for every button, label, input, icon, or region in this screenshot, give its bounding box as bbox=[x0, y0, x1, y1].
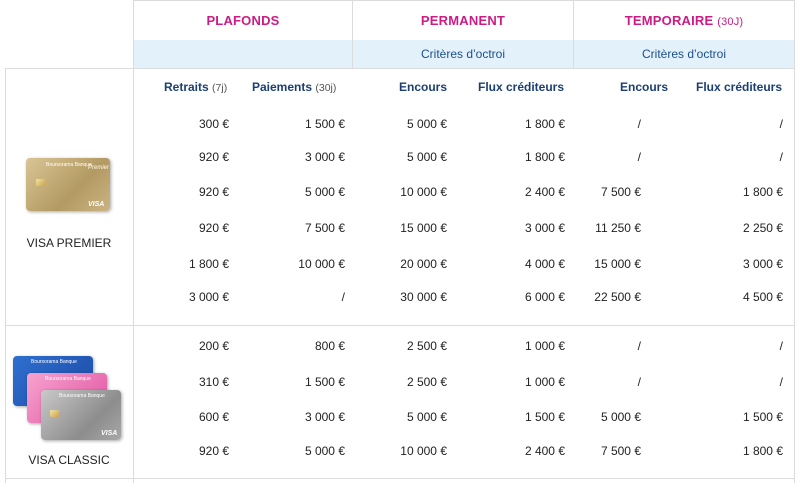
temporaire-flux-cell: 3 000 € bbox=[742, 257, 783, 271]
permanent-encours-cell: 5 000 € bbox=[406, 150, 447, 164]
permanent-flux-column-header: Flux créditeurs bbox=[478, 80, 565, 94]
card-tier-text: Premier bbox=[88, 165, 110, 171]
plafonds-title: PLAFONDS bbox=[206, 13, 280, 28]
temporaire-flux-cell: / bbox=[779, 150, 783, 164]
retraits-cell: 310 € bbox=[198, 375, 229, 389]
temporaire-encours-cell: 5 000 € bbox=[600, 410, 641, 424]
temporaire-encours-cell: 22 500 € bbox=[594, 290, 641, 304]
temporaire-encours-cell: / bbox=[637, 150, 641, 164]
card-brand-text: Boursorama Banque bbox=[59, 393, 105, 399]
permanent-encours-cell: 15 000 € bbox=[400, 221, 447, 235]
permanent-encours-cell: 2 500 € bbox=[406, 375, 447, 389]
permanent-encours-cell: 2 500 € bbox=[406, 339, 447, 353]
retraits-cell: 600 € bbox=[198, 410, 229, 424]
temporaire-encours-cell: 7 500 € bbox=[600, 444, 641, 458]
permanent-title: PERMANENT bbox=[420, 13, 506, 28]
visa-logo: VISA bbox=[101, 430, 118, 437]
permanent-encours-cell: 20 000 € bbox=[400, 257, 447, 271]
retraits-cell: 920 € bbox=[198, 444, 229, 458]
card-brand-text: Boursorama Banque bbox=[46, 162, 92, 168]
retraits-cell: 920 € bbox=[198, 185, 229, 199]
grid-line bbox=[5, 68, 795, 69]
paiements-cell: 7 500 € bbox=[304, 221, 345, 235]
paiements-cell: 5 000 € bbox=[304, 444, 345, 458]
permanent-flux-cell: 2 400 € bbox=[524, 444, 565, 458]
permanent-flux-cell: 3 000 € bbox=[524, 221, 565, 235]
retraits-cell: 200 € bbox=[198, 339, 229, 353]
permanent-flux-cell: 1 500 € bbox=[524, 410, 565, 424]
retraits-cell: 1 800 € bbox=[188, 257, 229, 271]
permanent-flux-cell: 1 000 € bbox=[524, 339, 565, 353]
visa-premier-label: VISA PREMIER bbox=[26, 236, 112, 250]
retraits-cell: 300 € bbox=[198, 117, 229, 131]
temporaire-encours-cell: / bbox=[637, 339, 641, 353]
visa-classic-silver-card-image bbox=[41, 390, 121, 440]
temporaire-flux-cell: 1 800 € bbox=[742, 444, 783, 458]
permanent-flux-cell: 4 000 € bbox=[524, 257, 565, 271]
permanent-encours-cell: 30 000 € bbox=[400, 290, 447, 304]
temporaire-flux-cell: 4 500 € bbox=[742, 290, 783, 304]
paiements-cell: 1 500 € bbox=[304, 375, 345, 389]
card-brand-text: Boursorama Banque bbox=[45, 376, 91, 382]
permanent-encours-cell: 5 000 € bbox=[406, 410, 447, 424]
permanent-flux-cell: 6 000 € bbox=[524, 290, 565, 304]
permanent-encours-column-header: Encours bbox=[399, 80, 448, 94]
permanent-flux-cell: 1 800 € bbox=[524, 117, 565, 131]
retraits-cell: 3 000 € bbox=[188, 290, 229, 304]
grid-line bbox=[5, 68, 6, 483]
retraits-cell: 920 € bbox=[198, 150, 229, 164]
visa-logo: VISA bbox=[88, 201, 105, 208]
temporaire-flux-cell: / bbox=[779, 375, 783, 389]
grid-line bbox=[133, 0, 134, 483]
permanent-criteria-label: Critères d’octroi bbox=[420, 47, 506, 61]
grid-line bbox=[5, 478, 795, 479]
paiements-cell: 800 € bbox=[314, 339, 345, 353]
paiements-cell: / bbox=[341, 290, 345, 304]
temporaire-encours-cell: 11 250 € bbox=[595, 221, 641, 235]
visa-classic-label: VISA CLASSIC bbox=[28, 453, 110, 467]
retraits-column-header: Retraits (7j) bbox=[164, 80, 228, 94]
temporaire-encours-cell: 7 500 € bbox=[600, 185, 641, 199]
paiements-cell: 10 000 € bbox=[298, 257, 345, 271]
card-chip-icon bbox=[36, 179, 45, 186]
temporaire-criteria-label: Critères d’octroi bbox=[641, 47, 727, 61]
permanent-flux-cell: 1 000 € bbox=[524, 375, 565, 389]
temporaire-title: TEMPORAIRE (30J) bbox=[624, 13, 744, 28]
permanent-flux-cell: 1 800 € bbox=[524, 150, 565, 164]
paiements-column-header: Paiements (30j) bbox=[252, 80, 337, 94]
temporaire-flux-cell: / bbox=[779, 117, 783, 131]
permanent-encours-cell: 5 000 € bbox=[406, 117, 447, 131]
permanent-encours-cell: 10 000 € bbox=[400, 185, 447, 199]
temporaire-flux-cell: 1 500 € bbox=[742, 410, 783, 424]
grid-line bbox=[133, 0, 795, 1]
temporaire-encours-column-header: Encours bbox=[620, 80, 669, 94]
retraits-cell: 920 € bbox=[198, 221, 229, 235]
temporaire-flux-cell: / bbox=[779, 339, 783, 353]
visa-premier-card-image bbox=[26, 158, 110, 211]
paiements-cell: 5 000 € bbox=[304, 185, 345, 199]
grid-line bbox=[794, 0, 795, 483]
grid-line bbox=[5, 325, 795, 326]
paiements-cell: 3 000 € bbox=[304, 410, 345, 424]
temporaire-flux-cell: 1 800 € bbox=[742, 185, 783, 199]
permanent-encours-cell: 10 000 € bbox=[400, 444, 447, 458]
temporaire-encours-cell: 15 000 € bbox=[594, 257, 641, 271]
card-brand-text: Boursorama Banque bbox=[31, 359, 77, 365]
card-chip-icon bbox=[50, 410, 59, 417]
temporaire-encours-cell: / bbox=[637, 117, 641, 131]
paiements-cell: 1 500 € bbox=[304, 117, 345, 131]
paiements-cell: 3 000 € bbox=[304, 150, 345, 164]
plafonds-band bbox=[134, 40, 352, 68]
temporaire-flux-column-header: Flux créditeurs bbox=[696, 80, 783, 94]
permanent-flux-cell: 2 400 € bbox=[524, 185, 565, 199]
temporaire-encours-cell: / bbox=[637, 375, 641, 389]
temporaire-flux-cell: 2 250 € bbox=[742, 221, 783, 235]
